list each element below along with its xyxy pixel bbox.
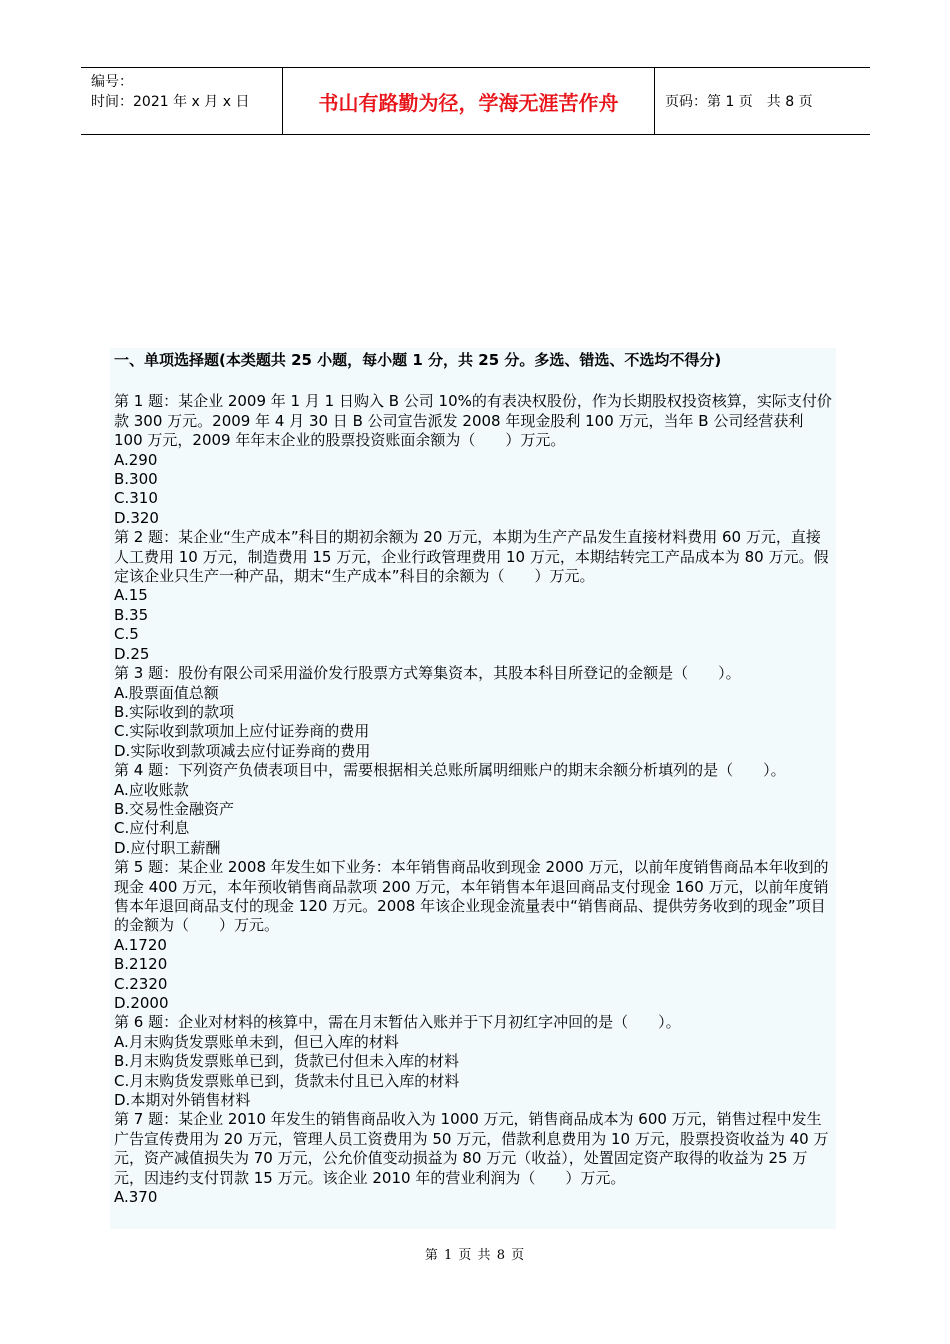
date-line: 时间：2021 年 x 月 x 日 <box>91 94 250 110</box>
question-3-option: C.实际收到款项加上应付证券商的费用 <box>114 722 370 741</box>
question-6-option: B.月末购货发票账单已到，货款已付但未入库的材料 <box>114 1052 460 1071</box>
question-3-option: A.股票面值总额 <box>114 683 219 702</box>
question-2-option: B.35 <box>114 605 149 624</box>
question-1-option: C.310 <box>114 489 158 508</box>
section-title: 一、单项选择题(本类题共 25 小题，每小题 1 分，共 25 分。多选、错选、不选均不得分) <box>114 351 722 369</box>
question-5-option: D.2000 <box>114 994 169 1012</box>
question-2-option: A.15 <box>114 586 148 605</box>
question-1-option: B.300 <box>114 470 158 489</box>
question-6-option: D.本期对外销售材料 <box>114 1091 251 1110</box>
question-4-option: D.应付职工薪酬 <box>114 838 221 857</box>
header-page-info: 页码：第 1 页 共 8 页 <box>665 94 813 110</box>
question-5-option: C.2320 <box>114 974 168 993</box>
question-6-option: C.月末购货发票账单已到，货款未付且已入库的材料 <box>114 1071 460 1090</box>
question-4: 第 4 题：下列资产负债表项目中，需要根据相关总账所属明细账户的期末余额分析填列的是（ ）。 <box>114 761 786 780</box>
question-1: 第 1 题：某企业 2009 年 1 月 1 日购入 B 公司 10%的有表决权股份，作为长期股权投资核算，实际支付价款 300 万元。2009 年 4 月 30 日 B 公司宣告派发 2008 年现金股利 100 万元，当年 B 公司经营获利 100 万元，2009 年年末企业的股票投资账面余额为（ ）万元。 <box>114 392 832 450</box>
question-2: 第 2 题：某企业“生产成本”科目的期初余额为 20 万元，本期为生产产品发生直接材料费用 60 万元，直接人工费用 10 万元，制造费用 15 万元，企业行政管理费用 10 万元，本期结转完工产品成本为 80 万元。假定该企业只生产一种产品，期末“生产成本”科目的余额为（ ）万元。 <box>114 528 829 586</box>
question-1-option: A.290 <box>114 450 158 469</box>
question-7-option: A.370 <box>114 1188 158 1207</box>
question-3-option: B.实际收到的款项 <box>114 702 235 721</box>
question-content <box>110 348 836 1229</box>
question-7: 第 7 题：某企业 2010 年发生的销售商品收入为 1000 万元，销售商品成本为 600 万元，销售过程中发生广告宣传费用为 20 万元，管理人员工资费用为 50 万元，借款利息费用为 10 万元，股票投资收益为 40 万元，资产减值损失为 70 万元，公允价值变动损益为 80 万元（收益），处置固定资产取得的收益为 25 万元，因违约支付罚款 15 万元。该企业 2010 年的营业利润为（ ）万元。 <box>114 1110 829 1187</box>
question-3-option: D.实际收到款项减去应付证券商的费用 <box>114 741 371 760</box>
question-2-option: C.5 <box>114 625 139 644</box>
question-4-option: B.交易性金融资产 <box>114 799 235 818</box>
question-5-option: B.2120 <box>114 955 168 974</box>
question-5: 第 5 题：某企业 2008 年发生如下业务：本年销售商品收到现金 2000 万元，以前年度销售商品本年收到的现金 400 万元，本年预收销售商品款项 200 万元，本年销售本年退回商品支付现金 160 万元，以前年度销售本年退回商品支付的现金 120 万元。2008 年该企业现金流量表中“销售商品、提供劳务收到的现金”项目的金额为（ ）万元。 <box>114 858 829 935</box>
question-3: 第 3 题：股份有限公司采用溢价发行股票方式筹集资本，其股本科目所登记的金额是（ ）。 <box>114 664 741 683</box>
question-list <box>110 392 836 1207</box>
header-motto: 书山有路勤为径，学海无涯苦作舟 <box>283 68 655 134</box>
question-4-option: C.应付利息 <box>114 819 190 838</box>
page-footer: 第 1 页 共 8 页 <box>424 1248 526 1263</box>
header-meta-cell <box>81 68 283 134</box>
document-header <box>81 67 870 135</box>
question-2-option: D.25 <box>114 644 150 663</box>
number-label: 编号： <box>91 74 133 90</box>
question-6: 第 6 题：企业对材料的核算中，需在月末暂估入账并于下月初红字冲回的是（ ）。 <box>114 1013 681 1032</box>
question-1-option: D.320 <box>114 508 159 527</box>
question-5-option: A.1720 <box>114 935 167 954</box>
question-4-option: A.应收账款 <box>114 780 189 799</box>
question-6-option: A.月末购货发票账单未到，但已入库的材料 <box>114 1032 399 1051</box>
